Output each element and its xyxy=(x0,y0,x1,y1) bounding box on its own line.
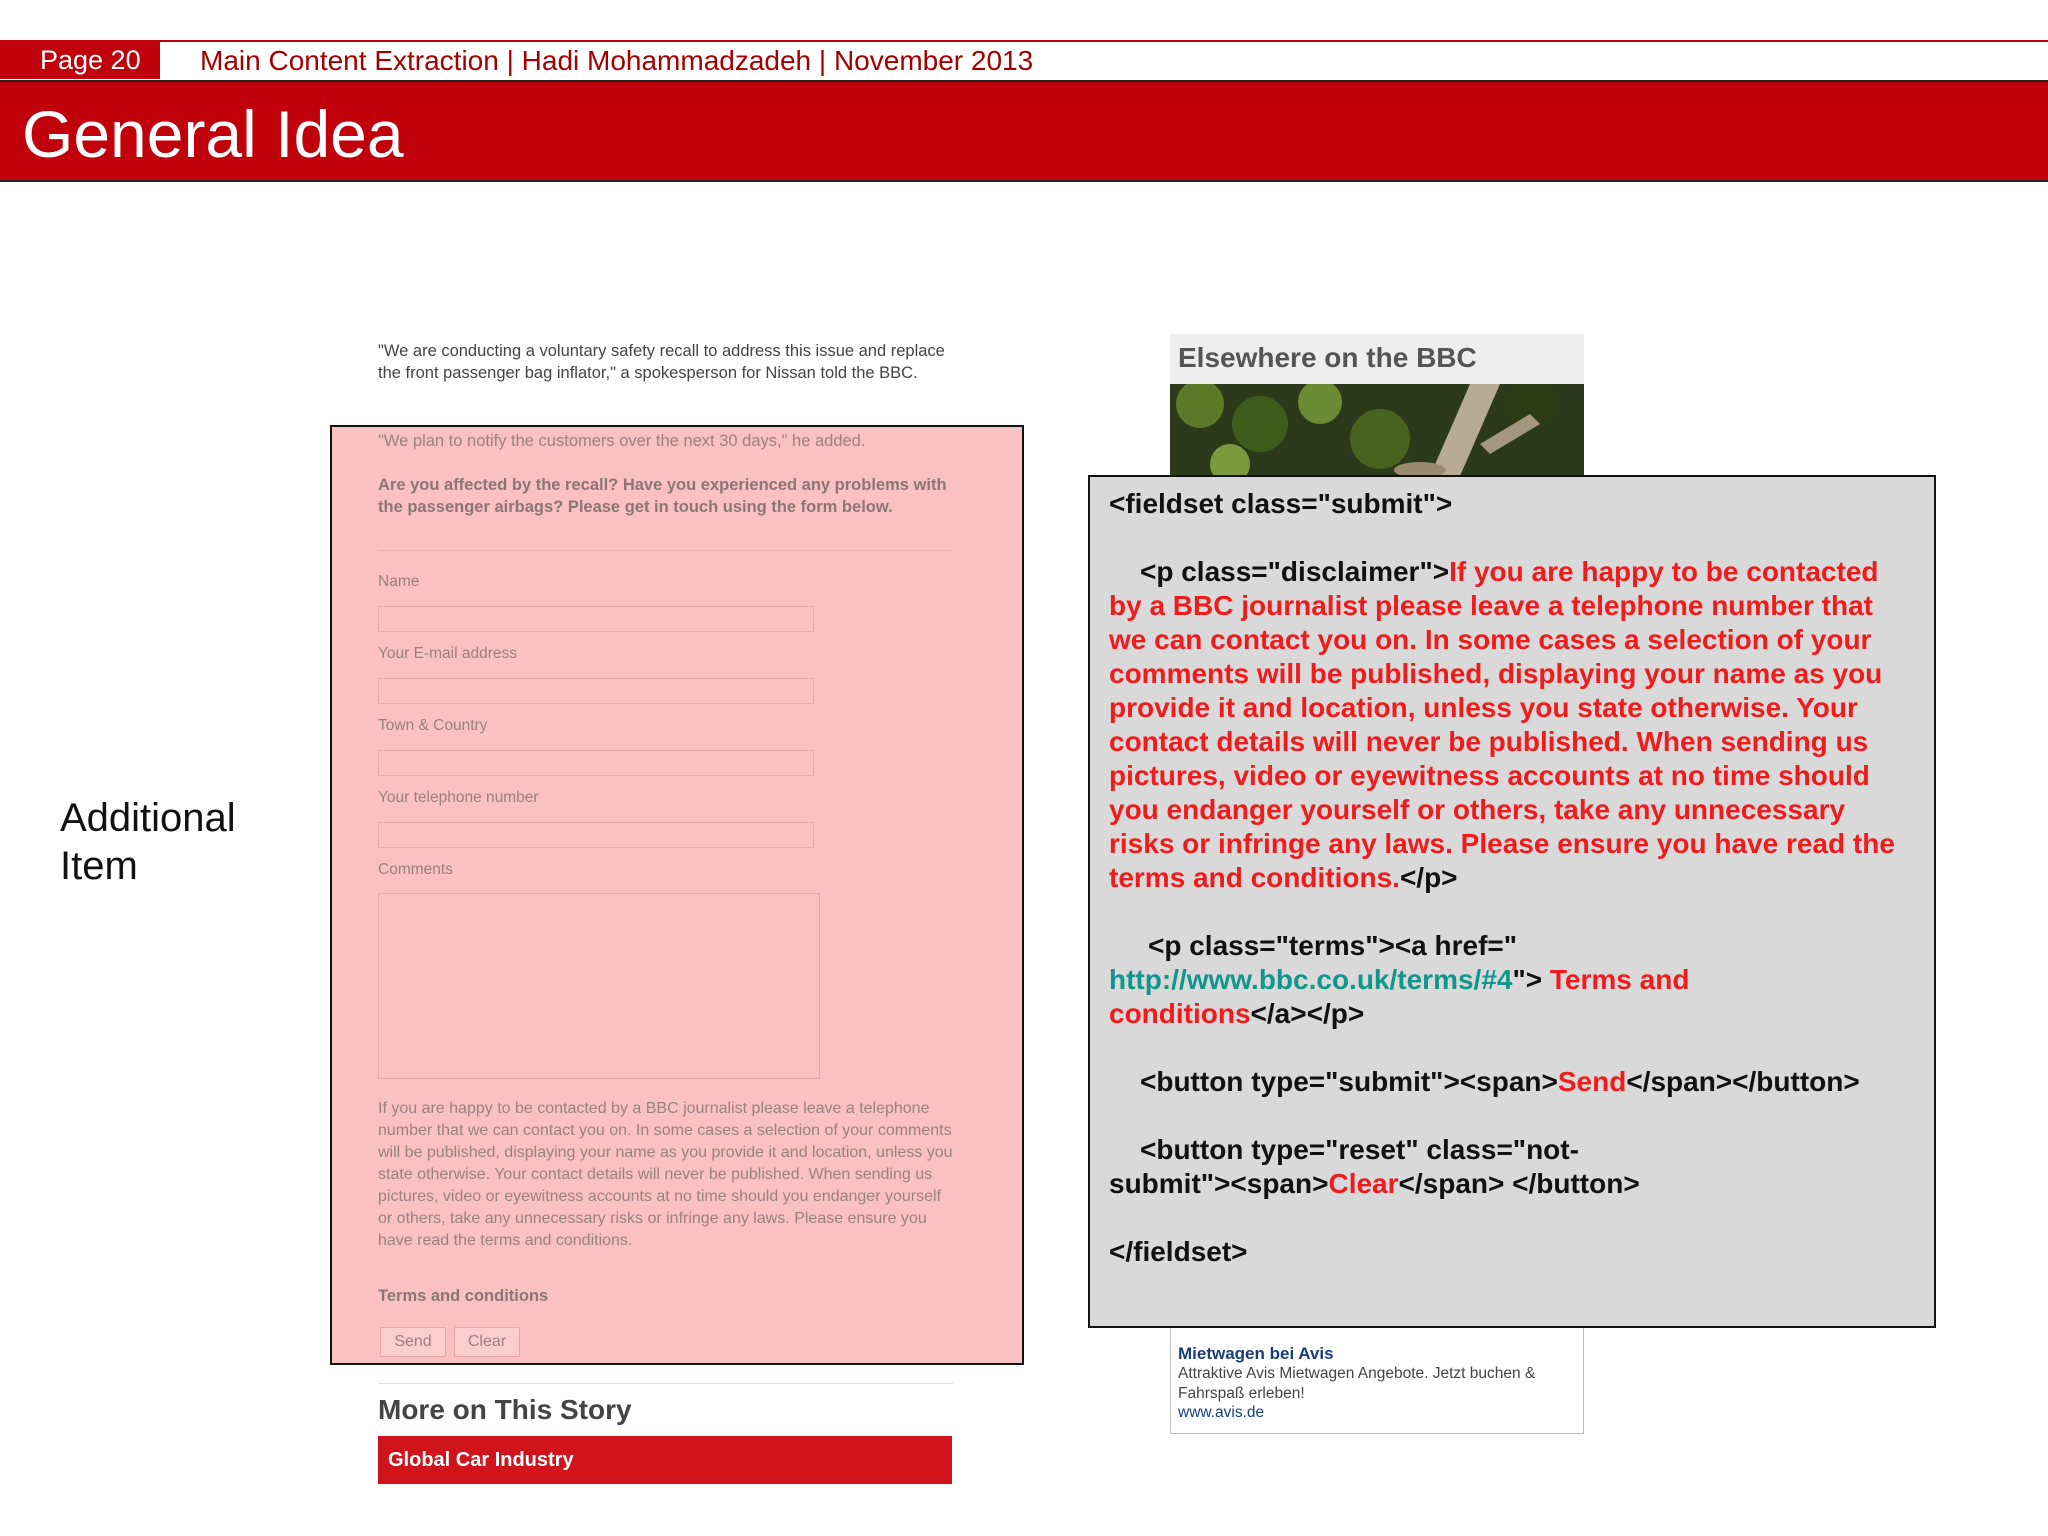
header-rule xyxy=(0,40,2048,42)
additional-item-label xyxy=(60,794,236,890)
code-url: http://www.bbc.co.uk/terms/#4 xyxy=(1109,964,1513,995)
comments-textarea[interactable] xyxy=(378,893,820,1079)
code-reset-line-1: <button type="reset" class="not- xyxy=(1140,1134,1579,1165)
code-fieldset-close: </fieldset> xyxy=(1109,1236,1248,1267)
email-input[interactable] xyxy=(378,678,814,704)
code-p-close-tag: </p> xyxy=(1399,862,1458,893)
send-button[interactable]: Send xyxy=(380,1327,446,1357)
form-disclaimer: If you are happy to be contacted by a BBC journalist please leave a telephone number that we can contact you on. In some cases a selection of your comments will be published, displaying your name as you provide it and location, unless you state otherwise. Your contact details will never be published. When sending us pictures, video or eyewitness accounts at no time should you endanger yourself or others, take any unnecessary risks or infringe any laws. Please ensure you have read the terms and conditions. xyxy=(378,1100,953,1249)
code-disclaimer-text-10: terms and conditions. xyxy=(1109,862,1400,893)
code-disclaimer-line-9: risks or infringe any laws. Please ensure you have read the xyxy=(1109,828,1895,859)
terms-link[interactable]: Terms and conditions xyxy=(378,1287,549,1305)
code-fieldset-open: <fieldset class="submit"> xyxy=(1109,488,1453,519)
code-terms-text-1: Terms and xyxy=(1549,964,1690,995)
code-disclaimer-line-6: contact details will never be published. When sending us xyxy=(1109,726,1869,757)
ad-title[interactable]: Mietwagen bei Avis xyxy=(1178,1344,1334,1363)
code-disclaimer-line-5: provide it and location, unless you state otherwise. Your xyxy=(1109,692,1858,723)
slide-subtitle: Main Content Extraction | Hadi Mohammadzadeh | November 2013 xyxy=(200,45,1034,76)
form-divider xyxy=(378,550,953,551)
code-reset-close: </span> </button> xyxy=(1398,1168,1640,1199)
code-terms-text-2: conditions xyxy=(1109,998,1251,1029)
code-reset-open-2: submit"><span> xyxy=(1109,1168,1329,1199)
sidebar-photo[interactable] xyxy=(1170,384,1584,476)
code-reset-text: Clear xyxy=(1328,1168,1399,1199)
code-submit-button xyxy=(1140,1065,1860,1099)
more-divider xyxy=(378,1383,953,1384)
slide-title: General Idea xyxy=(22,97,404,171)
code-disclaimer-line-7: pictures, video or eyewitness accounts at no time should xyxy=(1109,760,1870,791)
code-reset-line-2 xyxy=(1109,1167,1640,1201)
more-on-story-heading: More on This Story xyxy=(378,1394,632,1425)
code-p-disclaimer-tag: <p class="disclaimer"> xyxy=(1140,556,1450,587)
code-terms-url-line xyxy=(1109,963,1689,997)
clear-button[interactable]: Clear xyxy=(454,1327,520,1357)
story-link-global-car-industry[interactable]: Global Car Industry xyxy=(378,1436,952,1484)
code-terms-line-2 xyxy=(1109,997,1364,1031)
code-disclaimer-line-2: by a BBC journalist please leave a telephone number that xyxy=(1109,590,1873,621)
name-input[interactable] xyxy=(378,606,814,632)
code-disclaimer-line-4: comments will be published, displaying your name as you xyxy=(1109,658,1883,689)
comments-label: Comments xyxy=(378,861,453,878)
telephone-label: Your telephone number xyxy=(378,789,539,806)
code-disclaimer-line-8: you endanger yourself or others, take any unnecessary xyxy=(1109,794,1846,825)
ad-text: Attraktive Avis Mietwagen Angebote. Jetzt buchen & Fahrspaß erleben! xyxy=(1178,1365,1536,1402)
elsewhere-heading: Elsewhere on the BBC xyxy=(1178,342,1477,373)
article-quote-2: "We plan to notify the customers over the next 30 days," he added. xyxy=(378,432,866,450)
telephone-input[interactable] xyxy=(378,822,814,848)
side-label-line-2: Item xyxy=(60,844,138,888)
code-submit-open: <button type="submit"><span> xyxy=(1140,1066,1558,1097)
code-disclaimer-text-1: If you are happy to be contacted xyxy=(1449,556,1879,587)
article-quote-1: "We are conducting a voluntary safety recall to address this issue and replace the front passenger bag inflator," a spokesperson for Nissan told the BBC. xyxy=(378,342,945,382)
code-submit-text: Send xyxy=(1557,1066,1627,1097)
side-label-line-1: Additional xyxy=(60,796,236,840)
code-disclaimer-line-10 xyxy=(1109,861,1458,895)
code-disclaimer-line-3: we can contact you on. In some cases a selection of your xyxy=(1109,624,1872,655)
email-label: Your E-mail address xyxy=(378,645,517,662)
ad-url[interactable]: www.avis.de xyxy=(1178,1404,1265,1421)
town-country-input[interactable] xyxy=(378,750,814,776)
photo-image xyxy=(1170,384,1584,476)
form-question: Are you affected by the recall? Have you experienced any problems with the passenger airbags? Please get in touch using the form below. xyxy=(378,476,947,516)
code-terms-open: <p class="terms"><a href=" xyxy=(1148,930,1518,961)
town-country-label: Town & Country xyxy=(378,717,488,734)
code-url-close: "> xyxy=(1512,964,1543,995)
page-number-badge: Page 20 xyxy=(0,41,160,79)
code-terms-close: </a></p> xyxy=(1250,998,1365,1029)
code-disclaimer-line-1 xyxy=(1140,555,1879,589)
code-submit-close: </span></button> xyxy=(1626,1066,1860,1097)
name-label: Name xyxy=(378,573,420,590)
